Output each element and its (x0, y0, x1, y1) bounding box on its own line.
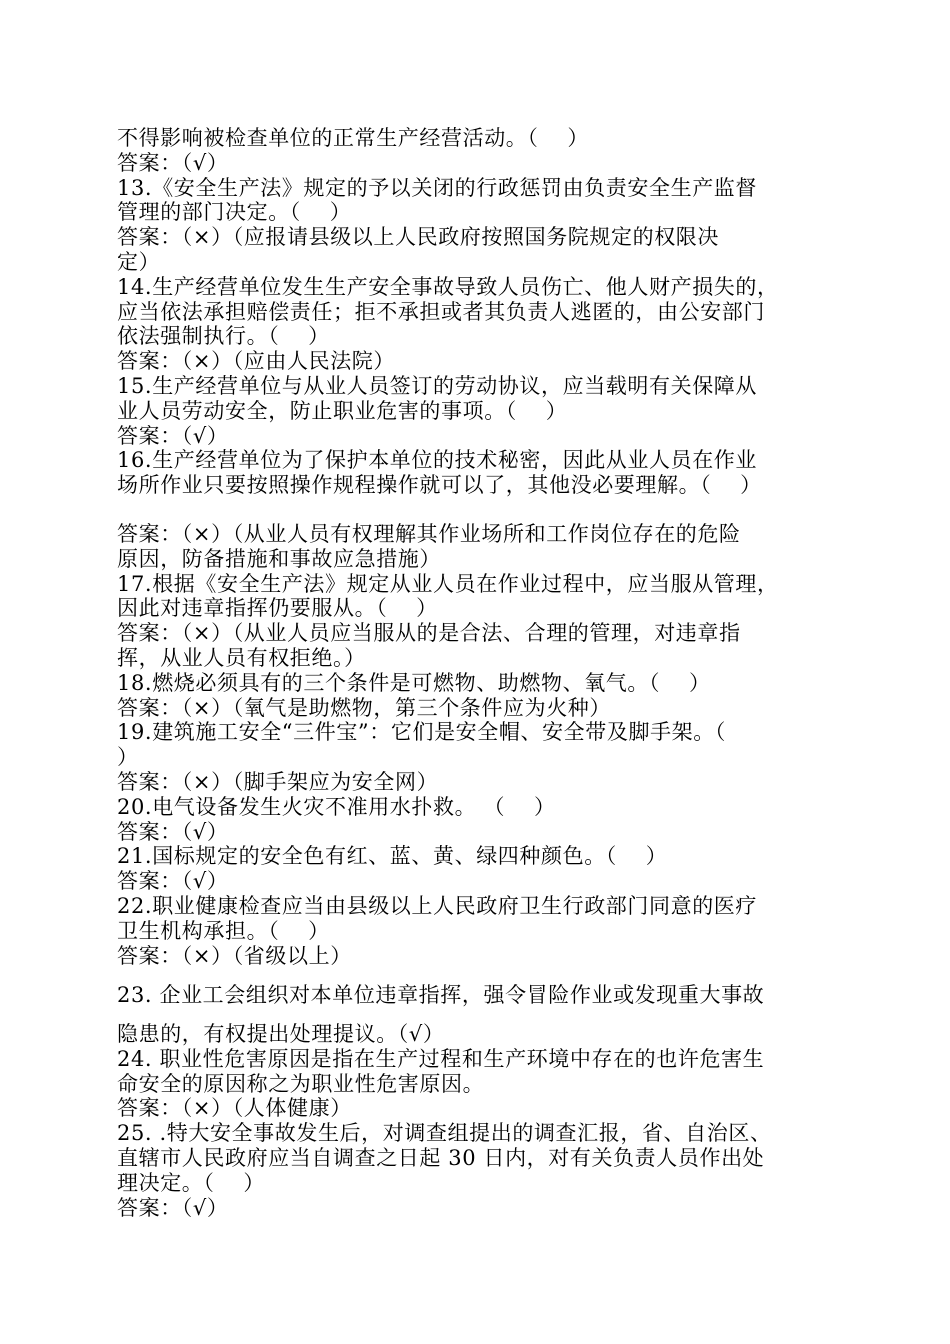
answer-line: 答案：（√） (117, 819, 229, 844)
question-15: 15.生产经营单位与从业人员签订的劳动协议，应当载明有关保障从 (117, 373, 757, 398)
answer-line: 答案：（√） (117, 869, 229, 894)
answer-line: 答案：（×）（应由人民法院） (117, 349, 395, 374)
blank-gap (117, 1008, 857, 1022)
answer-line: 答案：（√） (117, 423, 229, 448)
text-line: 命安全的原因称之为职业性危害原因。 (117, 1071, 485, 1096)
question-20: 20.电气设备发生火灾不准用水扑救。 （ ） (117, 794, 556, 819)
text-line: 管理的部门决定。（ ） (117, 200, 352, 225)
question-22: 22.职业健康检查应当由县级以上人民政府卫生行政部门同意的医疗 (117, 893, 757, 918)
question-14: 14.生产经营单位发生生产安全事故导致人员伤亡、他人财产损失的， (117, 274, 779, 299)
text-line: 直辖市人民政府应当自调查之日起 30 日内，对有关负责人员作出处 (117, 1146, 765, 1171)
question-19: 19.建筑施工安全“三件宝”：它们是安全帽、安全带及脚手架。（ (117, 720, 726, 745)
question-23: 23. 企业工会组织对本单位违章指挥，强令冒险作业或发现重大事故 (117, 983, 765, 1008)
question-21: 21.国标规定的安全色有红、蓝、黄、绿四种颜色。（ ） (117, 844, 668, 869)
blank-gap (117, 498, 857, 522)
text-line: 隐患的，有权提出处理提议。（√） (117, 1022, 445, 1047)
question-17: 17.根据《安全生产法》规定从业人员在作业过程中，应当服从管理， (117, 571, 779, 596)
text-line: 定） (117, 249, 161, 274)
text-line: ） (117, 745, 139, 770)
document-page (117, 126, 857, 1220)
text-line: 不得影响被检查单位的正常生产经营活动。（ ） (117, 126, 589, 150)
answer-line: 答案：（×）（脚手架应为安全网） (117, 769, 439, 794)
question-18: 18.燃烧必须具有的三个条件是可燃物、助燃物、氧气。（ ） (117, 670, 711, 695)
question-25: 25. .特大安全事故发生后，对调查组提出的调查汇报，省、自治区、 (117, 1121, 772, 1146)
blank-gap (117, 968, 857, 983)
answer-line: 答案：（√） (117, 150, 229, 175)
text-line: 业人员劳动安全，防止职业危害的事项。（ ） (117, 398, 568, 423)
answer-line: 答案：（×）（应报请县级以上人民政府按照国务院规定的权限决 (117, 225, 719, 250)
text-line: 理决定。（ ） (117, 1170, 265, 1195)
text-line: 因此对违章指挥仍要服从。（ ） (117, 596, 438, 621)
text-line: 应当依法承担赔偿责任；拒不承担或者其负责人逃匿的，由公安部门 (117, 299, 765, 324)
text-line: 依法强制执行。（ ） (117, 324, 330, 349)
answer-line: 答案：（×）（人体健康） (117, 1096, 352, 1121)
answer-line: 答案：（√） (117, 1195, 229, 1220)
question-24: 24. 职业性危害原因是指在生产过程和生产环境中存在的也许危害生 (117, 1046, 765, 1071)
answer-line: 答案：（×）（省级以上） (117, 943, 352, 968)
answer-line: 答案：（×）（氧气是助燃物，第三个条件应为火种） (117, 695, 611, 720)
text-line: 卫生机构承担。（ ） (117, 918, 330, 943)
answer-line: 答案：（×）（从业人员应当服从的是合法、合理的管理，对违章指 (117, 621, 741, 646)
answer-line: 答案：（×）（从业人员有权理解其作业场所和工作岗位存在的危险 (117, 521, 741, 546)
question-16: 16.生产经营单位为了保护本单位的技术秘密，因此从业人员在作业 (117, 448, 757, 473)
question-13: 13.《安全生产法》规定的予以关闭的行政惩罚由负责安全生产监督 (117, 175, 757, 200)
text-line: 场所作业只要按照操作规程操作就可以了，其他没必要理解。（ ） (117, 473, 762, 498)
text-line: 原因，防备措施和事故应急措施） (117, 546, 441, 571)
text-line: 挥，从业人员有权拒绝。） (117, 645, 366, 670)
